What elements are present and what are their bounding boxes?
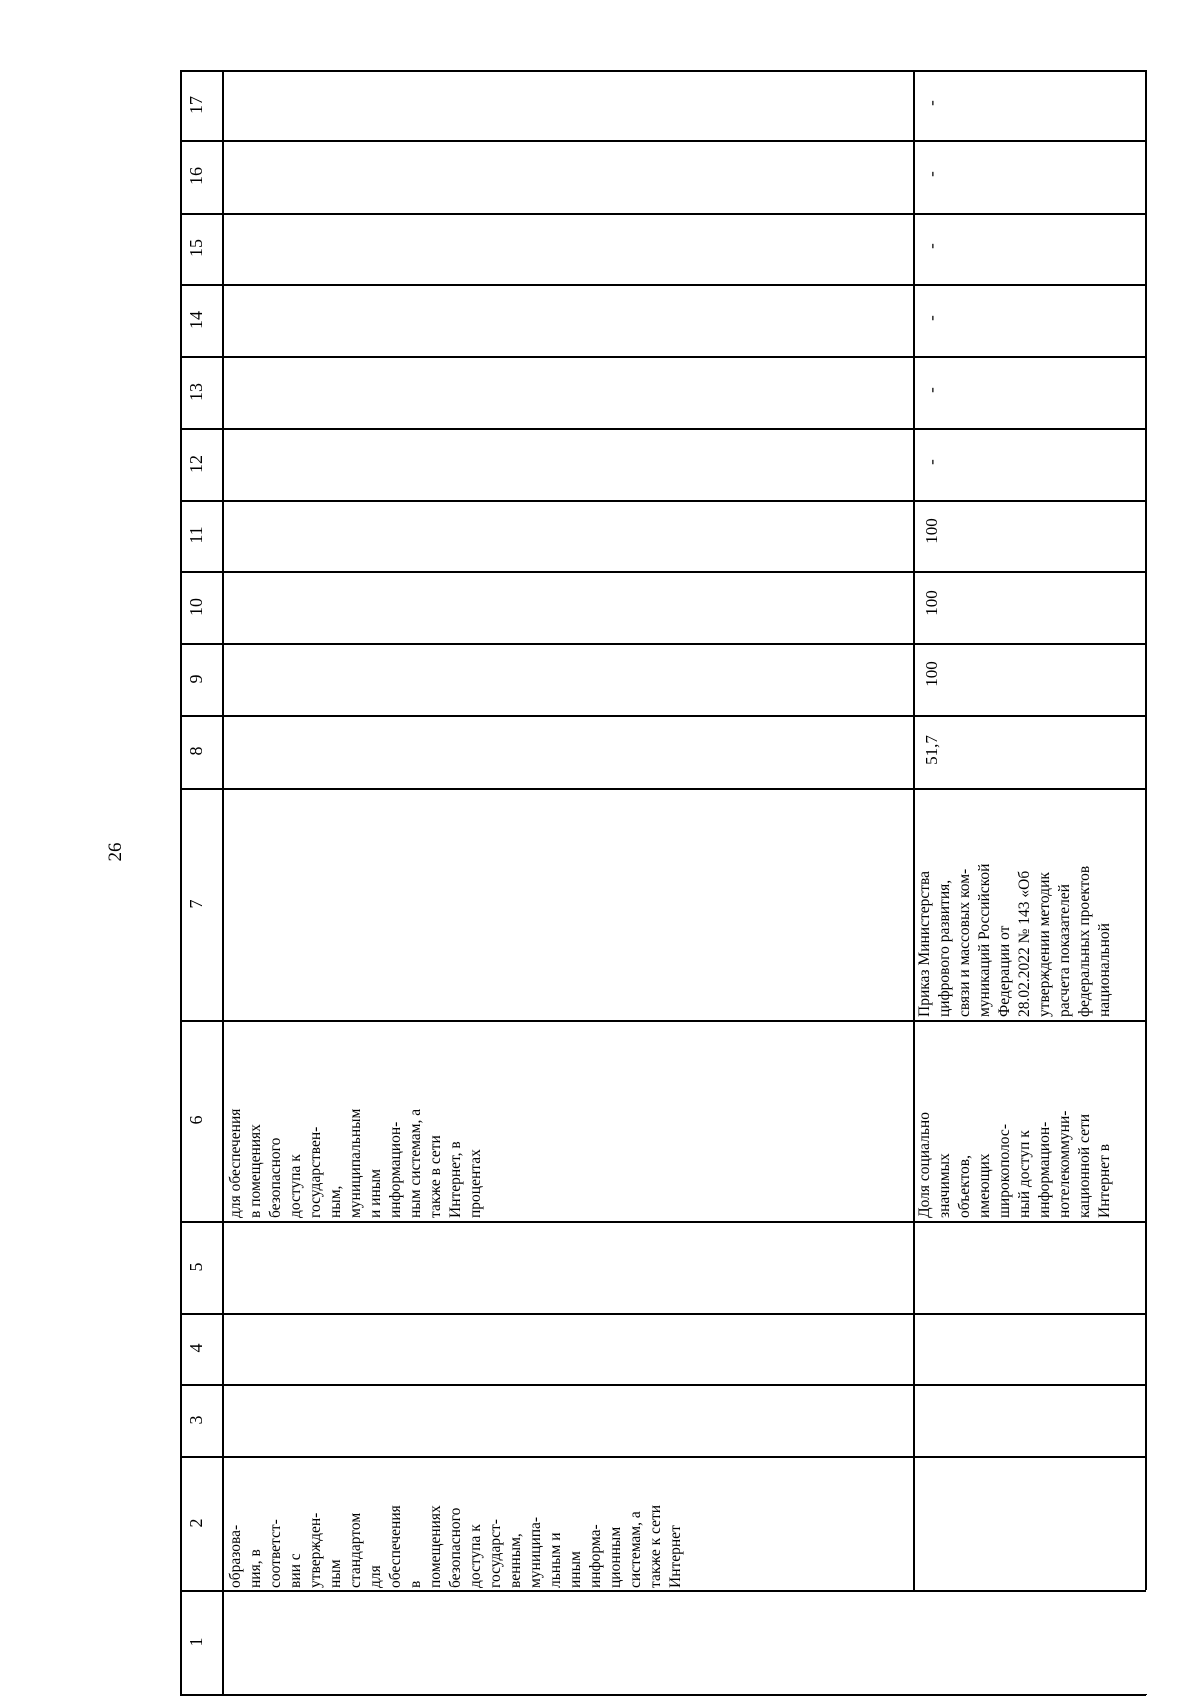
column-number-9: 9 [186,674,206,684]
column-number-16: 16 [186,167,206,185]
column-number-17: 17 [186,96,206,114]
page-number: 26 [105,842,126,862]
row2-col8-value: 51,7 [922,735,941,765]
row2-col12-value: - [922,459,941,465]
row1-col2-text: образова- ния, в соответст- вии с утвержден- ным стандартом для обеспечения в помещениях безопасного доступа к государст- венным, муниципа- льным и иным информа- ционным системам, а также к сети Интернет [227,1504,684,1588]
column-number-4: 4 [186,1343,206,1353]
column-number-1: 1 [186,1637,206,1647]
row1-col6-text: для обеспечения в помещениях безопасного доступа к государствен- ным, муниципальным и иным информацион- ным системам, а также в сети Интернет, в процентах [227,1108,484,1218]
column-number-7: 7 [186,899,206,909]
row2-col10-value: 100 [922,590,941,616]
column-number-2: 2 [186,1518,206,1528]
column-number-3: 3 [186,1415,206,1425]
row2-col14-value: - [922,315,941,321]
row2-col9-value: 100 [922,661,941,687]
row2-col13-value: - [922,387,941,393]
column-number-15: 15 [186,239,206,257]
row2-col16-value: - [922,171,941,177]
column-number-10: 10 [186,598,206,616]
row2-col17-value: - [922,100,941,106]
row2-col11-value: 100 [922,518,941,544]
row2-col6-text: Доля социально значимых объектов, имеющих широкополос- ный доступ к информацион- нотелекоммуни- кационной сети Интернет в [916,1110,1113,1218]
column-number-12: 12 [186,455,206,473]
column-number-5: 5 [186,1262,206,1272]
row2-col7-text: Приказ Министерства цифрового развития, связи и массовых ком- муникаций Российской Федерации от 28.02.2022 № 143 «Об утверждении методик расчета показателей федеральных проектов национальной [916,863,1113,1017]
column-number-8: 8 [186,746,206,756]
column-number-13: 13 [186,383,206,401]
row2-col15-value: - [922,243,941,249]
column-number-11: 11 [186,526,206,544]
column-number-6: 6 [186,1115,206,1125]
column-number-14: 14 [186,311,206,329]
